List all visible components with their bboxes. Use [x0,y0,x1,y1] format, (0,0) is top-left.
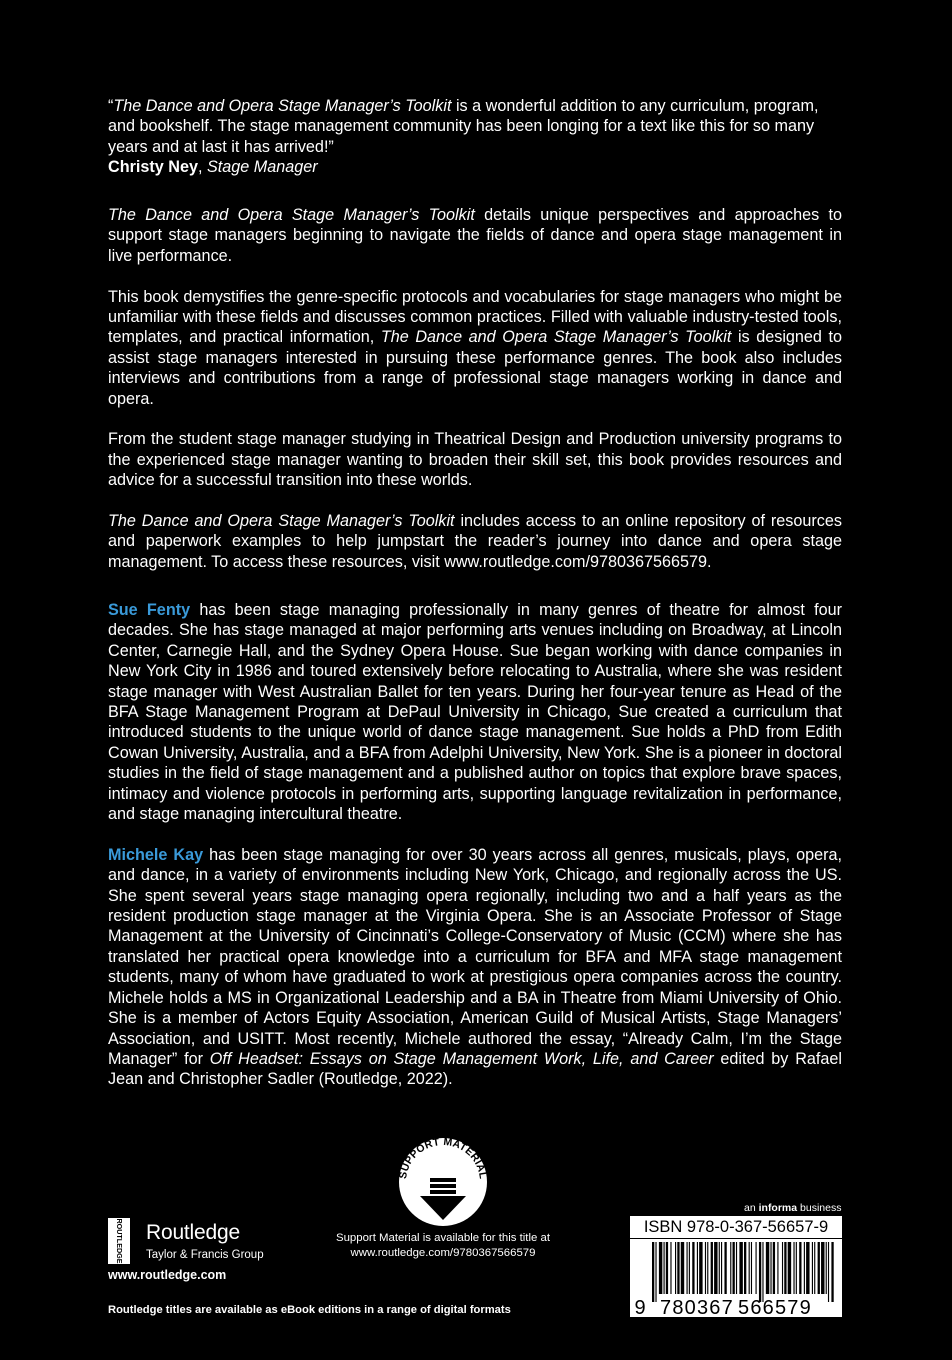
author-name-1: Sue Fenty [108,601,191,619]
publisher-url[interactable]: www.routledge.com [108,1268,227,1282]
barcode-bar [697,1242,698,1294]
barcode-bar [818,1242,820,1294]
barcode-bar [724,1242,726,1294]
barcode-bar [655,1242,656,1302]
barcode-bar [756,1242,757,1294]
barcode-bar [733,1242,735,1294]
barcode-bar [744,1242,746,1294]
book-description [108,205,842,572]
barcode-bar [793,1242,794,1294]
barcode-bar [711,1242,713,1294]
ebook-note: Routledge titles are available as eBook editions in a range of digital formats [108,1304,511,1316]
barcode-digits-left: 780367 [660,1297,734,1317]
barcode-bar [814,1242,815,1294]
description-paragraph-1: The Dance and Opera Stage Manager’s Toolkit details unique perspectives and approaches to support stage managers beginning to navigate the fields of dance and opera stage management in live performance. [108,206,842,265]
barcode-bar [705,1242,706,1294]
isbn-barcode-box [630,1216,842,1317]
barcode-bar [677,1242,679,1294]
quote-text: “The Dance and Opera Stage Manager’s Toolkit is a wonderful addition to any curriculum, program, and bookshelf. The stage management community has been longing for a text like this for so many years and at last it has arrived!” Christy Ney, Stage Manager [108,97,819,177]
barcode-bar [699,1242,702,1294]
barcode-bar [831,1242,833,1302]
quote-author-role: Stage Manager [206,158,318,177]
barcode-bar [739,1242,742,1294]
barcode-bar [664,1242,665,1294]
barcode-bar [777,1242,778,1294]
isbn-number: ISBN 978-0-367-56657-9 [630,1216,842,1238]
barcode-digit-first: 9 [634,1297,646,1317]
barcode-bar [766,1242,769,1294]
barcode-bar [759,1242,761,1302]
barcode-bar [666,1242,668,1294]
book-title: The Dance and Opera Stage Manager’s Toolkit [113,97,452,115]
barcode-bar [751,1242,752,1294]
barcode-bar [806,1242,809,1294]
barcode-bar [784,1242,786,1294]
barcode-bar [770,1242,771,1294]
description-paragraph-3: From the student stage manager studying in Theatrical Design and Production university programs to the experienced stage manager wanting to broaden their skill set, this book provides resources and advice for a successful transition into these worlds. [108,430,842,490]
barcode-bar [670,1242,671,1294]
endorsement-quote [108,96,842,178]
barcode-bar [749,1242,750,1294]
barcode [630,1242,842,1317]
svg-text:ROUTLEDGE: ROUTLEDGE [115,1218,125,1264]
barcode-bar [714,1242,717,1294]
support-url[interactable]: www.routledge.com/9780367566579 [350,1247,536,1259]
barcode-bar [730,1242,731,1294]
description-paragraph-2: This book demystifies the genre-specific protocols and vocabularies for stage managers who might be unfamiliar with these fields and discusses common practices. Filled with valuable industry-tested tools, templates, and practical information, The Dance and Opera Stage Manager’s Toolkit is designed to assist stage managers interested in pursuing these performance genres. The book also includes interviews and contributions from a range of professional stage managers working in dance and opera. [108,287,842,408]
barcode-bar [799,1242,801,1294]
barcode-bar [804,1242,805,1294]
barcode-bar [826,1242,827,1294]
barcode-bar [675,1242,676,1294]
barcode-bar [782,1242,783,1294]
informa-tagline: an informa business [744,1202,842,1214]
barcode-bars [652,1242,834,1302]
author-bio-2: Michele Kay has been stage managing for over 30 years across all genres, musicals, plays, opera, and dance, in a variety of environments including New York, Chicago, and regionally across the US. She spent several years stage managing opera regionally, including two and a half years as the resident production stage manager at the Virginia Opera. She is an Associate Professor of Stage Management at the University of Cincinnati’s College-Conservatory of Music (CCM) where she has translated her practical opera knowledge into a curriculum for BFA and MFA stage management students, many of whom have graduated to work at prestigious opera companies across the country. Michele holds a MS in Organizational Leadership and a BA in Theatre from Miami University of Ohio. She is a member of Actors Equity Association, American Guild of Musical Artists, Stage Managers’ Association, and USITT. Most recently, Michele authored the essay, “Already Calm, I’m the Stage Manager” for Off Headset: Essays on Stage Management Work, Life, and Career edited by Rafael Jean and Christopher Sadler (Routledge, 2022). [108,845,842,1089]
author-bios [108,600,842,1090]
publisher-group: Taylor & Francis Group [146,1249,264,1261]
barcode-bar [721,1242,722,1294]
barcode-bar [788,1242,791,1294]
barcode-bar [762,1242,763,1302]
barcode-bar [707,1242,708,1294]
badge-label: SUPPORT MATERIAL [397,1136,489,1180]
barcode-bar [821,1242,824,1294]
barcode-bar [796,1242,797,1294]
barcode-bar [692,1242,694,1294]
publisher-name: Routledge [146,1221,240,1244]
barcode-bar [681,1242,684,1294]
barcode-bar [652,1242,654,1302]
publisher-logo [108,1218,308,1288]
barcode-bar [719,1242,720,1294]
routledge-emblem-icon [108,1218,130,1264]
barcode-bar [736,1242,737,1294]
support-material-badge [394,1136,492,1228]
barcode-bar [773,1242,775,1294]
author-bio-1: Sue Fenty has been stage managing professionally in many genres of theatre for almost four decades. She has stage managed at major performing arts venues including on Broadway, at Lincoln Center, Carnegie Hall, and the Sydney Opera House. Sue began working with dance companies in New York City in 1986 and toured extensively before relocating to Australia, where she was resident stage manager with West Australian Ballet for ten years. During her four-year tenure as Head of the BFA Stage Management Program at DePaul University in Chicago, Sue created a curriculum that introduced students to the unique world of dance stage management. Sue holds a PhD from Edith Cowan University, Australia, and a BFA from Adelphi University, New York. She is a pioneer in doctoral studies in the field of stage management and a published author on topics that explore brave spaces, intimacy and violence protocols in performing arts, supporting language revitalization in performance, and stage managing intercultural theatre. [108,601,842,824]
barcode-bar [659,1242,662,1294]
author-name-2: Michele Kay [108,845,204,864]
barcode-bar [689,1242,690,1294]
barcode-bar [687,1242,688,1294]
description-paragraph-4: The Dance and Opera Stage Manager’s Toolkit includes access to an online repository of resources and paperwork examples to help jumpstart the reader’s journey into dance and opera stage management. To access these resources, visit www.routledge.com/9780367566579. [108,512,842,571]
support-material-note: Support Material is available for this title at www.routledge.com/9780367566579 [300,1231,586,1261]
barcode-digits-right: 566579 [738,1297,812,1317]
barcode-bar [812,1242,813,1294]
barcode-bar [828,1242,829,1302]
quote-author: Christy Ney [108,158,198,177]
